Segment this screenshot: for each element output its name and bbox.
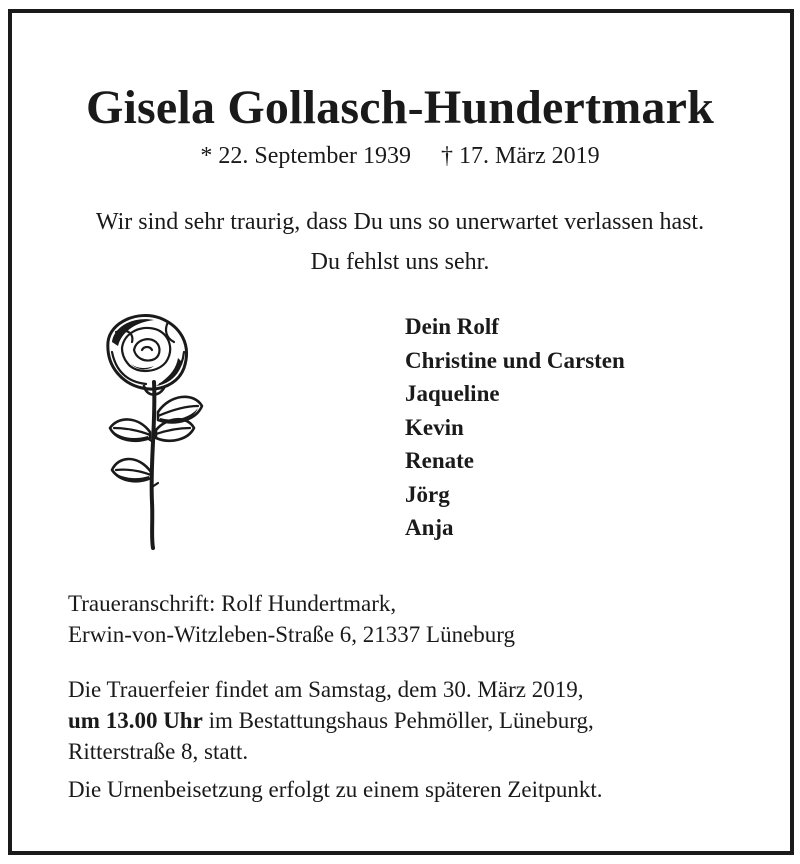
death-date: † 17. März 2019 [441, 143, 600, 169]
mourners-list [405, 310, 625, 545]
ceremony-line-1: Die Trauerfeier findet am Samstag, dem 30. März 2019, [68, 677, 584, 702]
mourning-address [68, 588, 515, 650]
mourner: Dein Rolf [405, 314, 499, 339]
message-line-2: Du fehlst uns sehr. [310, 249, 490, 275]
address-line-2: Erwin-von-Witzleben-Straße 6, 21337 Lüneburg [68, 622, 516, 647]
message-line-1: Wir sind sehr traurig, dass Du uns so unerwartet verlassen hast. [95, 209, 705, 235]
mourner: Christine und Carsten [405, 347, 625, 373]
mourner: Kevin [405, 414, 464, 440]
ceremony-location: im Bestattungshaus Pehmöller, Lüneburg, [202, 708, 594, 733]
life-dates [0, 140, 800, 172]
mourner: Renate [405, 448, 474, 473]
address-line-1: Traueranschrift: Rolf Hundertmark, [68, 591, 397, 616]
ceremony-line-3: Ritterstraße 8, statt. [68, 739, 249, 764]
mourner: Anja [405, 515, 454, 540]
mourner: Jörg [405, 481, 450, 507]
deceased-name: Gisela Gollasch-Hundertmark [85, 81, 715, 134]
urn-burial-info [68, 774, 603, 805]
funeral-ceremony-info [68, 674, 594, 767]
condolence-message [0, 202, 800, 282]
birth-date: * 22. September 1939 [200, 143, 411, 169]
ceremony-time: um 13.00 Uhr [68, 708, 203, 733]
mourner: Jaqueline [405, 381, 500, 406]
urn-line: Die Urnenbeisetzung erfolgt zu einem späteren Zeitpunkt. [68, 777, 603, 802]
ceremony-line-2 [68, 705, 594, 736]
rose-icon [98, 312, 228, 552]
